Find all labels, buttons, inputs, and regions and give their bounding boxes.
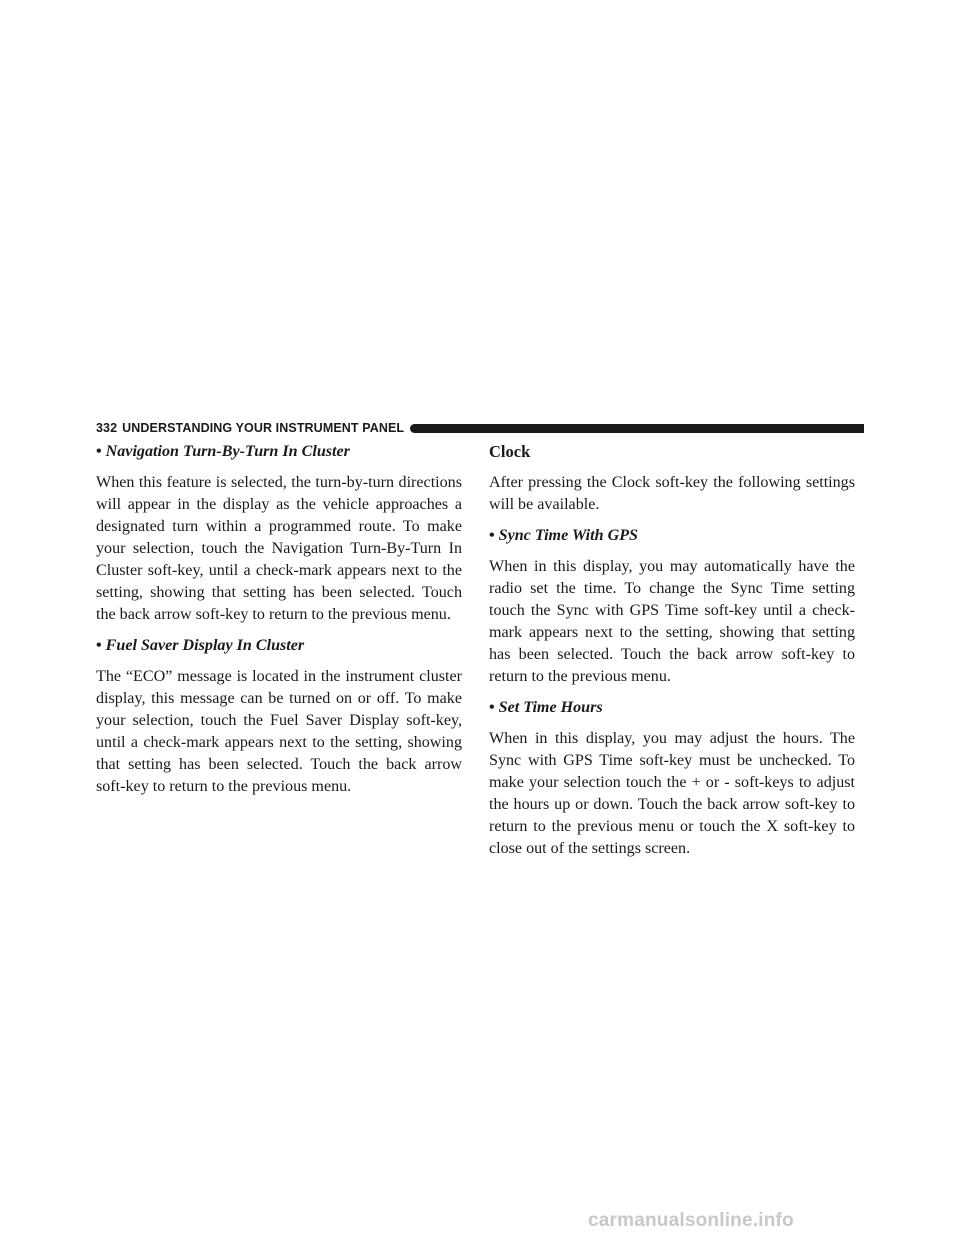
paragraph-set-time-hours: When in this display, you may adjust the hours. The Sync with GPS Time soft-key must be unchecked. To make your selection touch the + or - soft-keys to adjust the hours up or down. Touch the back arrow soft-key to return to the previous menu or touch the X soft-key to close out of the settings screen. — [489, 730, 855, 857]
right-column — [489, 441, 855, 869]
bullet-label: Navigation Turn-By-Turn In Cluster — [105, 443, 350, 460]
section-title: UNDERSTANDING YOUR INSTRUMENT PANEL — [122, 421, 405, 435]
bullet-dot: • — [489, 527, 495, 544]
paragraph-nav-turn-by-turn: When this feature is selected, the turn-by-turn directions will appear in the display as the vehicle approaches a designated turn within a programmed route. To make your selection, touch the Navigation Turn-By-Turn In Cluster soft-key, until a check-mark appears next to the setting, showing that setting has been selected. Touch the back arrow soft-key to return to the previous menu. — [96, 474, 462, 623]
bullet-nav-turn-by-turn — [96, 441, 462, 463]
bullet-set-time-hours — [489, 697, 855, 719]
paragraph-fuel-saver: The “ECO” message is located in the instrument cluster display, this message can be turned on or off. To make your selection, touch the Fuel Saver Display soft-key, until a check-mark appears next to the setting, showing that setting has been selected. Touch the back arrow soft-key to return to the previous menu. — [96, 668, 462, 795]
paragraph-sync-time-gps: When in this display, you may automatically have the radio set the time. To change the Sync Time setting touch the Sync with GPS Time soft-key until a check-mark appears next to the setting, showing that setting has been selected. Touch the back arrow soft-key to return to the previous menu. — [489, 558, 855, 685]
bullet-fuel-saver — [96, 635, 462, 657]
left-column — [96, 441, 462, 807]
bullet-label: Fuel Saver Display In Cluster — [105, 637, 305, 654]
bullet-dot: • — [489, 699, 495, 716]
section-heading-clock: Clock — [489, 442, 531, 461]
page-number: 332 — [96, 421, 118, 435]
bullet-dot: • — [96, 443, 102, 460]
bullet-label: Set Time Hours — [498, 699, 603, 716]
bullet-sync-time-gps — [489, 525, 855, 547]
page-header — [96, 418, 864, 438]
header-text — [96, 421, 404, 435]
watermark: carmanualsonline.info — [588, 1210, 794, 1231]
paragraph-clock-intro: After pressing the Clock soft-key the following settings will be available. — [489, 474, 855, 513]
header-rule — [410, 424, 864, 433]
bullet-dot: • — [96, 637, 102, 654]
bullet-label: Sync Time With GPS — [498, 527, 638, 544]
